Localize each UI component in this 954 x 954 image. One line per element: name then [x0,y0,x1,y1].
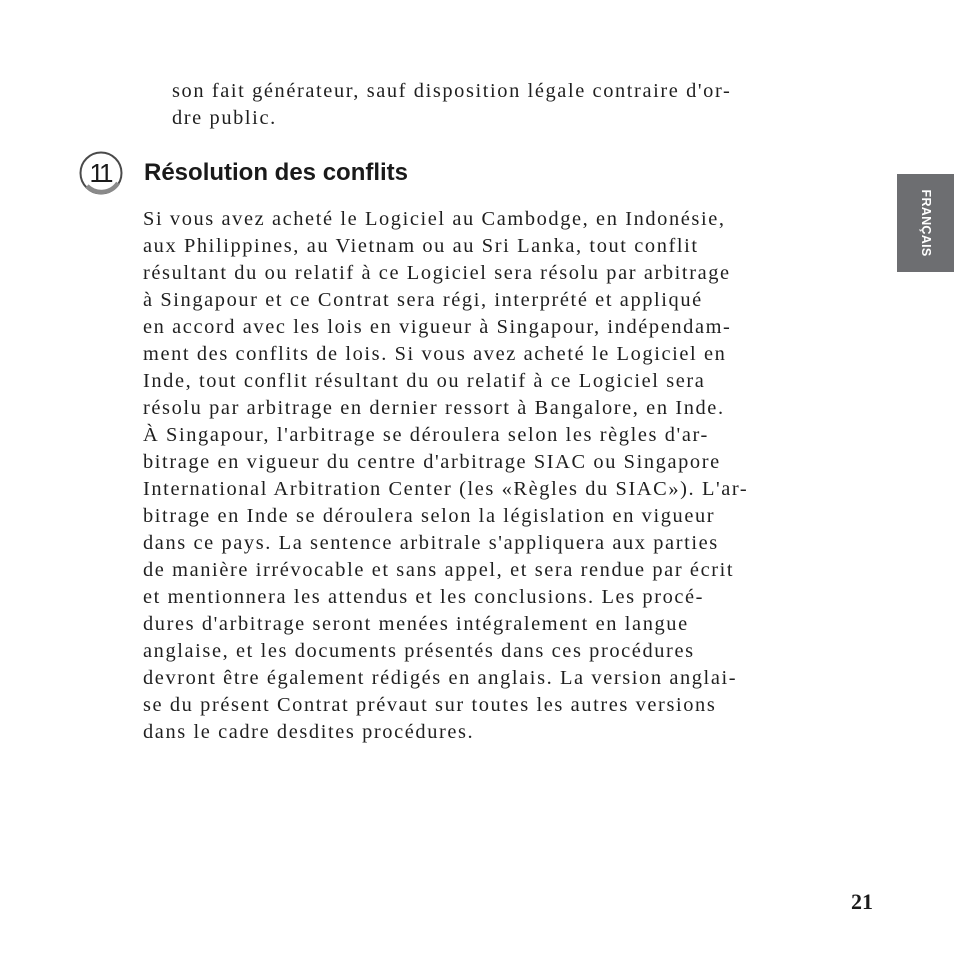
body-line: et mentionnera les attendus et les conclusions. Les procé- [143,586,705,608]
body-line: résolu par arbitrage en dernier ressort à Bangalore, en Inde. [143,397,725,419]
body-line: ment des conflits de lois. Si vous avez acheté le Logiciel en [143,343,727,365]
body-line: de manière irrévocable et sans appel, et sera rendue par écrit [143,559,735,581]
body-line: résultant du ou relatif à ce Logiciel sera résolu par arbitrage [143,262,731,284]
language-tab [897,174,954,272]
body-line: Si vous avez acheté le Logiciel au Cambodge, en Indonésie, [143,208,726,230]
section-number-badge [78,150,124,196]
body-line: Inde, tout conflit résultant du ou relatif à ce Logiciel sera [143,370,706,392]
body-line: International Arbitration Center (les «Règles du SIAC»). L'ar- [143,478,749,500]
body-line: dans ce pays. La sentence arbitrale s'appliquera aux parties [143,532,719,554]
body-line: anglaise, et les documents présentés dans ces procédures [143,640,695,662]
body-line: à Singapour et ce Contrat sera régi, interprété et appliqué [143,289,703,311]
body-line: en accord avec les lois en vigueur à Singapour, indépendam- [143,316,732,338]
body-line: aux Philippines, au Vietnam ou au Sri Lanka, tout conflit [143,235,699,257]
section-number-text: 11 [89,158,111,188]
body-line: se du présent Contrat prévaut sur toutes les autres versions [143,694,717,716]
body-line: bitrage en vigueur du centre d'arbitrage SIAC ou Singapore [143,451,721,473]
body-line: bitrage en Inde se déroulera selon la législation en vigueur [143,505,716,527]
body-line: dans le cadre desdites procédures. [143,721,475,743]
intro-line: son fait générateur, sauf disposition légale contraire d'or- [172,80,732,102]
section-title: Résolution des conflits [144,159,409,186]
page-number: 21 [851,889,873,914]
body-line: À Singapour, l'arbitrage se déroulera selon les règles d'ar- [143,424,709,446]
body-line: devront être également rédigés en anglais. La version anglai- [143,667,738,689]
section-number-circle-icon [78,150,124,196]
body-line: dures d'arbitrage seront menées intégralement en langue [143,613,689,635]
intro-line: dre public. [172,107,277,129]
language-tab-label: FRANÇAIS [918,189,933,257]
